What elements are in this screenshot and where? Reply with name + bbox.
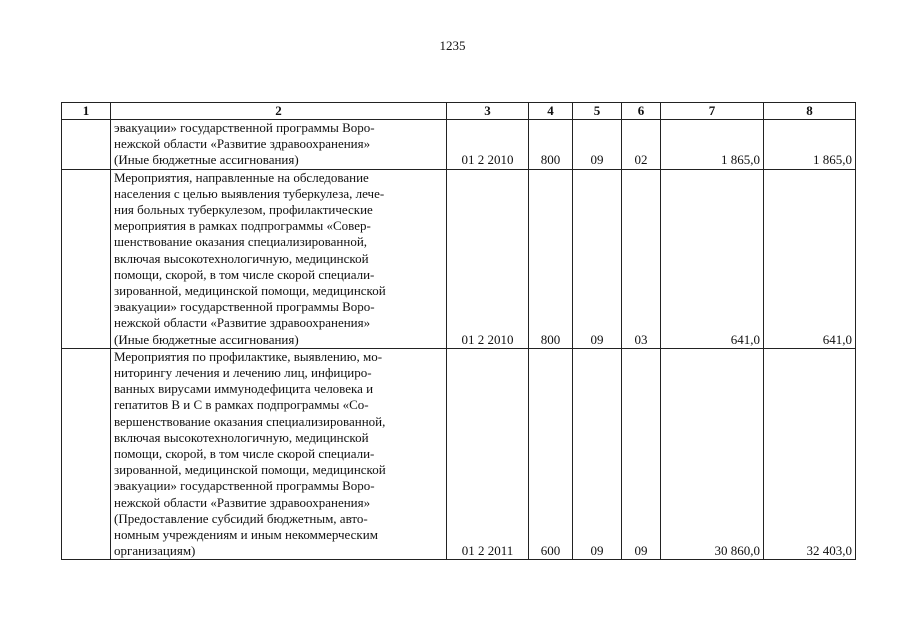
row-section: 09 [573,120,622,170]
row-description: Мероприятия по профилактике, выявлению, мо- ниторингу лечения и лечению лиц, инфициро- ванных вирусами иммунодефицита человека и гепатитов В и С в рамках подпрограммы «Со- вершенствование оказания специализированной, включая высокотехнологичную, медицинской помощи, скорой, в том числе скорой специали- зированной, медицинской помощи, медицинской эвакуации» государственной программы Воро- нежской области «Развитие здравоохранения» (Предоставление субсидий бюджетным, авто- номным учреждениям и иным некоммерческим организациям) [111,348,447,560]
page-number: 1235 [439,38,466,53]
row-amount-2: 32 403,0 [764,348,856,560]
row-program-code: 01 2 2010 [447,169,529,348]
table-header-row [62,103,856,120]
row-section: 09 [573,348,622,560]
row-subsection: 02 [622,120,661,170]
header-col-4: 4 [529,103,573,120]
header-col-1: 1 [62,103,111,120]
row-amount-1: 1 865,0 [661,120,764,170]
table-row [62,169,856,348]
header-col-2: 2 [111,103,447,120]
row-section: 09 [573,169,622,348]
header-col-7: 7 [661,103,764,120]
header-col-3: 3 [447,103,529,120]
row-number-cell [62,169,111,348]
header-col-6: 6 [622,103,661,120]
row-program-code: 01 2 2011 [447,348,529,560]
row-expense-type: 800 [529,120,573,170]
row-expense-type: 800 [529,169,573,348]
row-amount-2: 641,0 [764,169,856,348]
row-expense-type: 600 [529,348,573,560]
row-number-cell [62,120,111,170]
row-description: Мероприятия, направленные на обследование населения с целью выявления туберкулеза, лече- ния больных туберкулезом, профилактические мероприятия в рамках подпрограммы «Совер- шенствование оказания специализированной, включая высокотехнологичную, медицинской помощи, скорой, в том числе скорой специали- зированной, медицинской помощи, медицинской эвакуации» государственной программы Воро- нежской области «Развитие здравоохранения» (Иные бюджетные ассигнования) [111,169,447,348]
table-row [62,120,856,170]
row-amount-1: 30 860,0 [661,348,764,560]
row-program-code: 01 2 2010 [447,120,529,170]
row-description: эвакуации» государственной программы Воро- нежской области «Развитие здравоохранения» (Иные бюджетные ассигнования) [111,120,447,170]
table-row [62,348,856,560]
header-col-5: 5 [573,103,622,120]
row-subsection: 03 [622,169,661,348]
row-amount-1: 641,0 [661,169,764,348]
row-number-cell [62,348,111,560]
budget-table [61,102,856,560]
header-col-8: 8 [764,103,856,120]
row-amount-2: 1 865,0 [764,120,856,170]
row-subsection: 09 [622,348,661,560]
